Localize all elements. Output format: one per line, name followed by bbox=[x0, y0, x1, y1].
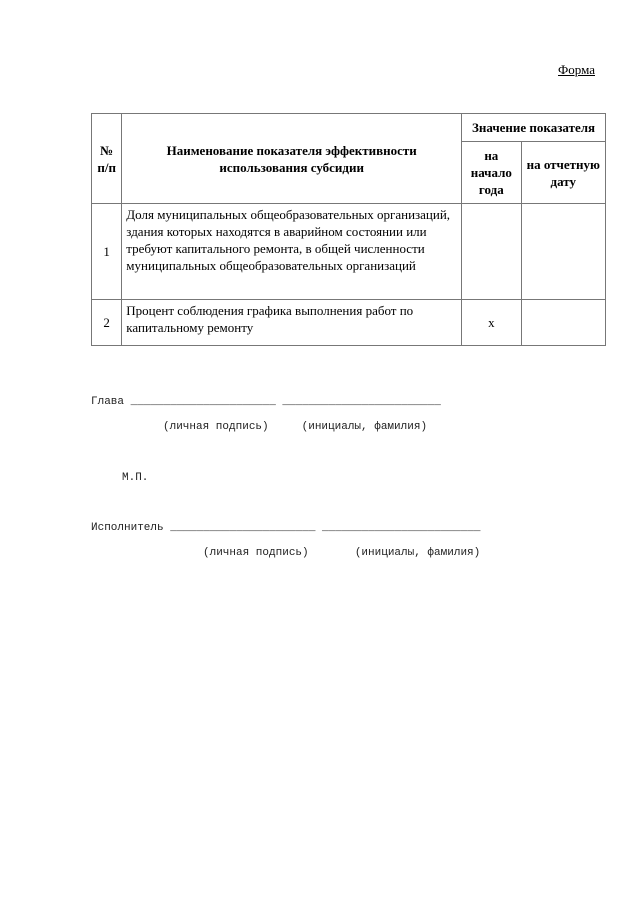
row-at-start bbox=[462, 204, 522, 300]
head-signature-caption: (личная подпись) (инициалы, фамилия) bbox=[163, 421, 428, 433]
row-name: Процент соблюдения графика выполнения работ по капитальному ремонту bbox=[122, 300, 462, 346]
indicators-table bbox=[91, 113, 606, 346]
row-at-report bbox=[521, 204, 605, 300]
header-value-group: Значение показателя bbox=[462, 114, 606, 142]
table-header-row bbox=[92, 114, 606, 142]
header-num: № п/п bbox=[92, 114, 122, 204]
table-row bbox=[92, 300, 606, 346]
row-at-start: x bbox=[462, 300, 522, 346]
head-signature-line: Глава ______________________ ________________________ bbox=[91, 396, 441, 408]
table-row bbox=[92, 204, 606, 300]
header-name: Наименование показателя эффективности использования субсидии bbox=[122, 114, 462, 204]
header-at-report: на отчетную дату bbox=[521, 142, 605, 204]
form-label: Форма bbox=[558, 62, 595, 77]
row-name: Доля муниципальных общеобразовательных организаций, здания которых находятся в аварийном состоянии или требуют капитального ремонта, в общей численности муниципальных общеобразовательных организаций bbox=[122, 204, 462, 300]
row-at-report bbox=[521, 300, 605, 346]
stamp-label: М.П. bbox=[122, 472, 149, 484]
executor-signature-caption: (личная подпись) (инициалы, фамилия) bbox=[203, 547, 481, 559]
row-num: 1 bbox=[92, 204, 122, 300]
header-at-start: на начало года bbox=[462, 142, 522, 204]
row-num: 2 bbox=[92, 300, 122, 346]
executor-signature-line: Исполнитель ______________________ ________________________ bbox=[91, 522, 481, 534]
